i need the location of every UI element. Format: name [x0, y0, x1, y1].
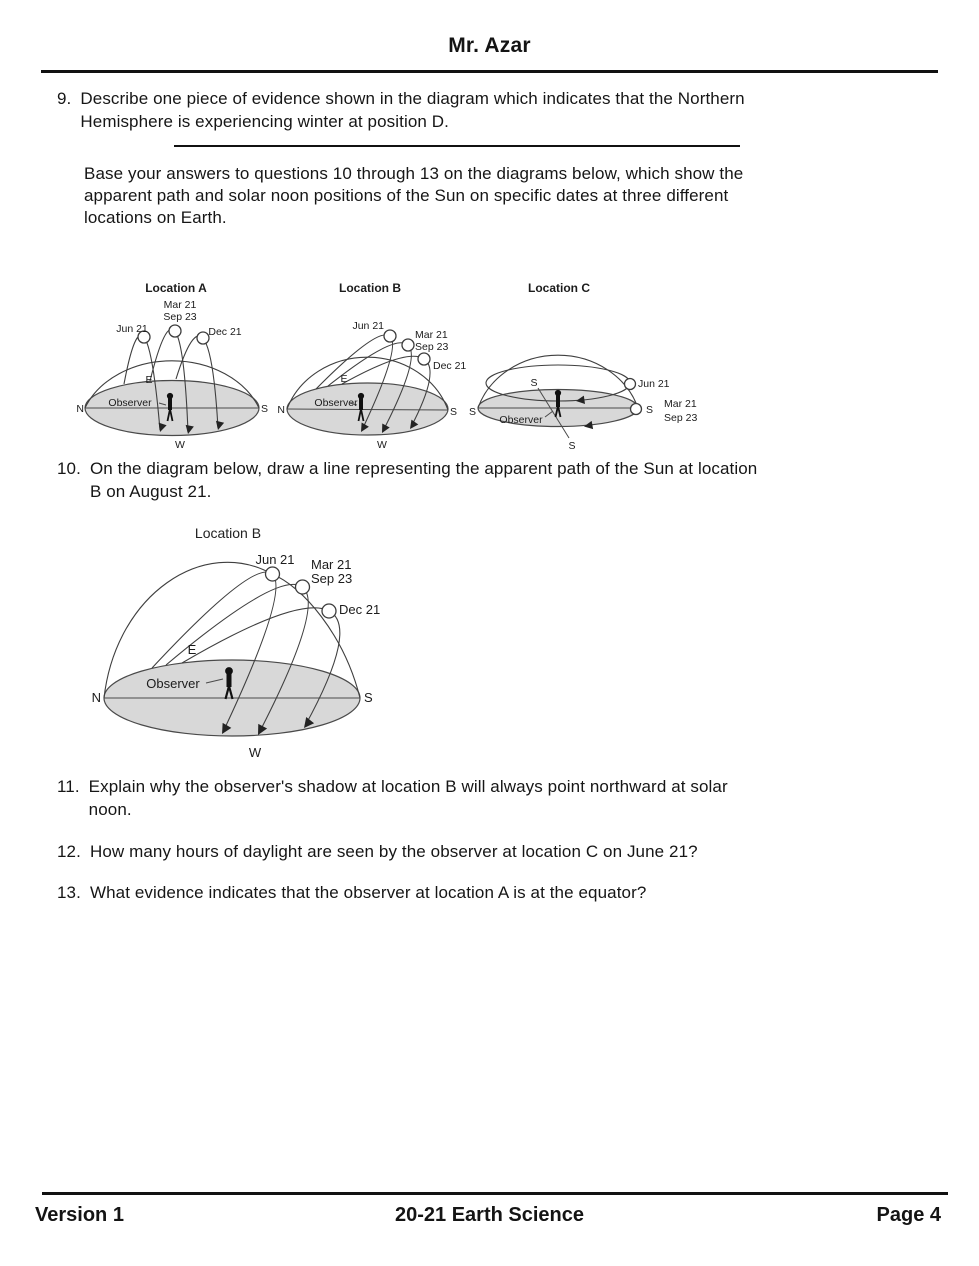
compass-label-east: E: [187, 642, 197, 657]
question-12: [57, 840, 698, 863]
diagram-location-b: [272, 280, 477, 452]
question-number: 9.: [57, 89, 72, 108]
footer-course: 20-21 Earth Science: [395, 1204, 584, 1226]
footer-rule: [42, 1192, 948, 1195]
compass-label-south: S: [450, 406, 458, 418]
sun-icon-dec21: [322, 604, 336, 618]
question-text-line: Explain why the observer's shadow at location B will always point northward at solar: [88, 777, 728, 796]
sun-icon-equinox: [169, 325, 181, 337]
footer-version: Version 1: [35, 1204, 124, 1226]
compass-label-east: E: [340, 373, 348, 385]
compass-label-south: S: [468, 406, 476, 418]
date-label-sep23: Sep 23: [664, 412, 698, 424]
compass-label-north: N: [277, 404, 285, 416]
sun-icon-jun21: [384, 330, 396, 342]
date-label-mar21: Mar 21: [664, 398, 697, 410]
question-number: 10.: [57, 459, 81, 478]
date-label-dec21: Dec 21: [208, 326, 242, 338]
sun-icon-dec21: [418, 353, 430, 365]
diagram-title: Location B: [194, 525, 262, 541]
date-label-sep23: Sep 23: [311, 571, 353, 586]
sun-icon-equinox: [631, 404, 642, 415]
observer-label: Observer: [314, 397, 358, 409]
date-label-mar21: Mar 21: [415, 329, 448, 341]
sun-icon-equinox: [402, 339, 414, 351]
compass-label-west: W: [248, 745, 262, 760]
date-label-jun21: Jun 21: [638, 378, 670, 390]
question-13: [57, 881, 646, 904]
answer-line: [174, 145, 740, 147]
passage-line: apparent path and solar noon positions of the Sun on specific dates at three different: [84, 186, 729, 205]
compass-label-west: W: [175, 439, 185, 451]
question-11: [57, 775, 728, 821]
question-9: [57, 87, 745, 133]
question-text-line: Describe one piece of evidence shown in the diagram which indicates that the Northern: [80, 89, 745, 108]
sun-icon-dec21: [197, 332, 209, 344]
compass-label-south: S: [261, 403, 269, 415]
page-title: Mr. Azar: [448, 34, 531, 57]
question-text-line: How many hours of daylight are seen by the observer at location C on June 21?: [89, 842, 698, 861]
diagram-location-a: [74, 280, 274, 452]
compass-label-south: S: [364, 690, 373, 705]
question-text-line: What evidence indicates that the observer at location A is at the equator?: [89, 883, 647, 902]
diagram-title: Location B: [339, 281, 401, 295]
diagram-location-c: [468, 280, 718, 452]
date-label-jun21: Jun 21: [352, 320, 384, 332]
date-label-sep23: Sep 23: [415, 341, 449, 353]
passage-line: Base your answers to questions 10 through 13 on the diagrams below, which show the: [84, 164, 744, 183]
date-label-dec21: Dec 21: [339, 602, 381, 617]
compass-label-north: N: [76, 403, 84, 415]
date-label-dec21: Dec 21: [433, 360, 467, 372]
footer-page: Page 4: [876, 1204, 941, 1226]
date-label-sep23: Sep 23: [163, 311, 197, 323]
observer-label: Observer: [108, 397, 152, 409]
question-text-line: B on August 21.: [89, 482, 212, 501]
diagram-location-b-large: [86, 522, 406, 762]
observer-label: Observer: [499, 414, 543, 426]
passage-intro: [84, 163, 743, 229]
date-label-mar21: Mar 21: [163, 299, 197, 311]
passage-line: locations on Earth.: [84, 208, 227, 227]
compass-label-south: S: [530, 377, 538, 389]
question-number: 11.: [57, 777, 80, 796]
compass-label-east: E: [145, 374, 153, 386]
diagram-title: Location A: [145, 281, 207, 295]
date-label-jun21: Jun 21: [255, 552, 295, 567]
compass-label-south: S: [568, 440, 576, 452]
header-rule: [41, 70, 938, 73]
question-number: 12.: [57, 842, 81, 861]
diagram-title: Location C: [528, 281, 590, 295]
question-text-line: noon.: [88, 800, 132, 819]
question-text-line: Hemisphere is experiencing winter at position D.: [80, 112, 449, 131]
observer-label: Observer: [146, 676, 200, 691]
compass-label-south: S: [646, 404, 654, 416]
compass-label-west: W: [377, 439, 387, 451]
date-label-jun21: Jun 21: [116, 323, 148, 335]
question-10: [57, 457, 757, 503]
question-number: 13.: [57, 883, 81, 902]
sun-icon-equinox: [296, 580, 310, 594]
compass-label-north: N: [91, 690, 101, 705]
sun-icon-jun21: [625, 379, 636, 390]
sun-icon-jun21: [266, 567, 280, 581]
question-text-line: On the diagram below, draw a line representing the apparent path of the Sun at location: [89, 459, 758, 478]
date-label-mar21: Mar 21: [311, 557, 352, 572]
